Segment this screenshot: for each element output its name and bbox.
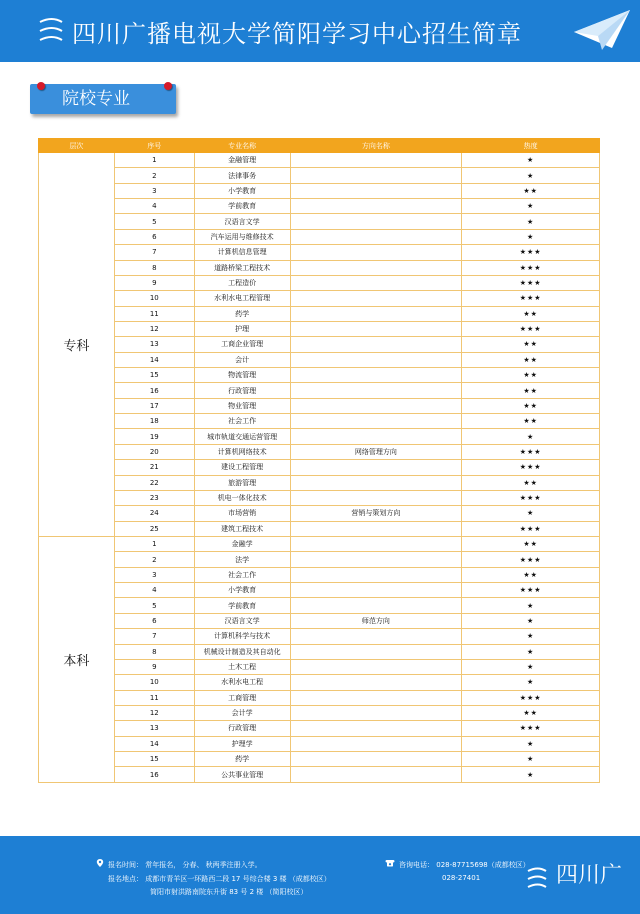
table-header-row [39, 139, 600, 153]
table-row [39, 521, 600, 536]
swirl-logo-icon [526, 866, 548, 892]
direction-cell [290, 337, 462, 352]
number-cell: 14 [114, 736, 194, 751]
page-header [0, 0, 640, 62]
direction-cell: 网络管理方向 [290, 444, 462, 459]
number-cell: 9 [114, 659, 194, 674]
major-name-cell: 机电一体化技术 [194, 490, 290, 505]
direction-cell [290, 153, 462, 168]
direction-cell [290, 752, 462, 767]
signup-place-line-2: 简阳市射洪路南院东升街 83 号 2 楼 （简阳校区） [150, 888, 308, 896]
number-cell: 10 [114, 291, 194, 306]
heat-rating-cell: ★★ [462, 705, 600, 720]
heat-rating-cell: ★ [462, 429, 600, 444]
major-name-cell: 护理学 [194, 736, 290, 751]
major-name-cell: 法律事务 [194, 168, 290, 183]
heat-rating-cell: ★★★ [462, 583, 600, 598]
direction-cell [290, 398, 462, 413]
table-row [39, 429, 600, 444]
page-footer [0, 836, 640, 914]
heat-rating-cell: ★★★ [462, 690, 600, 705]
paper-plane-icon [572, 6, 632, 54]
major-name-cell: 物流管理 [194, 368, 290, 383]
major-name-cell: 法学 [194, 552, 290, 567]
signup-place-label: 报名地点： [108, 875, 143, 883]
direction-cell [290, 552, 462, 567]
level-cell: 本科 [39, 536, 115, 782]
direction-cell [290, 168, 462, 183]
signup-time [108, 860, 262, 870]
number-cell: 13 [114, 337, 194, 352]
number-cell: 5 [114, 214, 194, 229]
heat-rating-cell: ★ [462, 229, 600, 244]
table-row [39, 321, 600, 336]
major-name-cell: 金融学 [194, 536, 290, 551]
table-row [39, 153, 600, 168]
signup-time-label: 报名时间： [108, 861, 143, 869]
direction-cell: 营销与策划方向 [290, 506, 462, 521]
table-row [39, 705, 600, 720]
column-header-number: 序号 [114, 139, 194, 153]
table-row [39, 675, 600, 690]
table-row [39, 567, 600, 582]
major-name-cell: 行政管理 [194, 383, 290, 398]
major-name-cell: 物业管理 [194, 398, 290, 413]
number-cell: 19 [114, 429, 194, 444]
major-name-cell: 城市轨道交通运营管理 [194, 429, 290, 444]
heat-rating-cell: ★★★ [462, 490, 600, 505]
direction-cell [290, 460, 462, 475]
number-cell: 17 [114, 398, 194, 413]
number-cell: 3 [114, 567, 194, 582]
table-row [39, 736, 600, 751]
heat-rating-cell: ★★ [462, 414, 600, 429]
major-name-cell: 水利水电工程 [194, 675, 290, 690]
major-name-cell: 行政管理 [194, 721, 290, 736]
major-name-cell: 公共事业管理 [194, 767, 290, 782]
direction-cell [290, 705, 462, 720]
column-header-direction: 方向名称 [290, 139, 462, 153]
table-row [39, 536, 600, 551]
table-row [39, 245, 600, 260]
location-pin-icon [96, 859, 104, 867]
consult-phone-label: 咨询电话： [399, 861, 434, 869]
section-title: 院校专业 [30, 84, 176, 114]
direction-cell [290, 644, 462, 659]
heat-rating-cell: ★★★ [462, 275, 600, 290]
heat-rating-cell: ★★ [462, 352, 600, 367]
direction-cell [290, 690, 462, 705]
number-cell: 24 [114, 506, 194, 521]
heat-rating-cell: ★ [462, 659, 600, 674]
direction-cell [290, 368, 462, 383]
signup-time-value: 常年报名， 分春、 秋两季注册入学。 [145, 861, 262, 869]
major-name-cell: 机械设计制造及其自动化 [194, 644, 290, 659]
major-name-cell: 社会工作 [194, 414, 290, 429]
major-name-cell: 汽车运用与维修技术 [194, 229, 290, 244]
table-row [39, 475, 600, 490]
number-cell: 15 [114, 368, 194, 383]
heat-rating-cell: ★★★ [462, 444, 600, 459]
major-name-cell: 计算机科学与技术 [194, 629, 290, 644]
number-cell: 21 [114, 460, 194, 475]
table-row [39, 444, 600, 459]
table-row [39, 659, 600, 674]
major-name-cell: 旅游管理 [194, 475, 290, 490]
number-cell: 6 [114, 613, 194, 628]
number-cell: 22 [114, 475, 194, 490]
column-header-level: 层次 [39, 139, 115, 153]
swirl-logo-icon [38, 16, 64, 46]
major-name-cell: 小学教育 [194, 583, 290, 598]
pushpin-icon [37, 82, 45, 90]
major-name-cell: 药学 [194, 306, 290, 321]
signup-place [108, 874, 331, 884]
major-name-cell: 土木工程 [194, 659, 290, 674]
number-cell: 6 [114, 229, 194, 244]
direction-cell [290, 490, 462, 505]
heat-rating-cell: ★★ [462, 383, 600, 398]
number-cell: 12 [114, 321, 194, 336]
heat-rating-cell: ★ [462, 752, 600, 767]
number-cell: 1 [114, 536, 194, 551]
number-cell: 20 [114, 444, 194, 459]
major-name-cell: 学前教育 [194, 199, 290, 214]
table-row [39, 767, 600, 782]
heat-rating-cell: ★ [462, 644, 600, 659]
major-name-cell: 计算机信息管理 [194, 245, 290, 260]
direction-cell [290, 521, 462, 536]
major-name-cell: 学前教育 [194, 598, 290, 613]
major-name-cell: 汉语言文学 [194, 214, 290, 229]
heat-rating-cell: ★★ [462, 475, 600, 490]
direction-cell [290, 229, 462, 244]
table-row [39, 398, 600, 413]
number-cell: 5 [114, 598, 194, 613]
direction-cell [290, 352, 462, 367]
direction-cell [290, 475, 462, 490]
direction-cell: 师范方向 [290, 613, 462, 628]
direction-cell [290, 629, 462, 644]
major-name-cell: 工商企业管理 [194, 337, 290, 352]
major-name-cell: 汉语言文学 [194, 613, 290, 628]
heat-rating-cell: ★ [462, 736, 600, 751]
number-cell: 14 [114, 352, 194, 367]
direction-cell [290, 675, 462, 690]
direction-cell [290, 567, 462, 582]
level-cell: 专科 [39, 153, 115, 537]
direction-cell [290, 659, 462, 674]
table-row [39, 629, 600, 644]
number-cell: 8 [114, 644, 194, 659]
major-name-cell: 会计学 [194, 705, 290, 720]
major-name-cell: 会计 [194, 352, 290, 367]
table-row [39, 337, 600, 352]
table-row [39, 183, 600, 198]
heat-rating-cell: ★★★ [462, 552, 600, 567]
table-row [39, 214, 600, 229]
heat-rating-cell: ★★★ [462, 460, 600, 475]
table-row [39, 460, 600, 475]
number-cell: 15 [114, 752, 194, 767]
table-row [39, 275, 600, 290]
major-name-cell: 药学 [194, 752, 290, 767]
consult-phone [399, 860, 530, 870]
direction-cell [290, 383, 462, 398]
table-row [39, 306, 600, 321]
direction-cell [290, 306, 462, 321]
direction-cell [290, 214, 462, 229]
direction-cell [290, 767, 462, 782]
consult-phone-1: 028-87715698（成都校区） [436, 861, 530, 869]
heat-rating-cell: ★★ [462, 337, 600, 352]
direction-cell [290, 260, 462, 275]
major-name-cell: 水利水电工程管理 [194, 291, 290, 306]
direction-cell [290, 536, 462, 551]
table-row [39, 383, 600, 398]
number-cell: 7 [114, 629, 194, 644]
table-row [39, 613, 600, 628]
major-name-cell: 市场营销 [194, 506, 290, 521]
major-name-cell: 建设工程管理 [194, 460, 290, 475]
table-row [39, 690, 600, 705]
column-header-heat: 热度 [462, 139, 600, 153]
direction-cell [290, 275, 462, 290]
heat-rating-cell: ★ [462, 675, 600, 690]
direction-cell [290, 429, 462, 444]
number-cell: 12 [114, 705, 194, 720]
heat-rating-cell: ★ [462, 153, 600, 168]
heat-rating-cell: ★★★ [462, 521, 600, 536]
table-row [39, 490, 600, 505]
number-cell: 8 [114, 260, 194, 275]
number-cell: 2 [114, 168, 194, 183]
major-name-cell: 建筑工程技术 [194, 521, 290, 536]
number-cell: 10 [114, 675, 194, 690]
direction-cell [290, 721, 462, 736]
major-name-cell: 小学教育 [194, 183, 290, 198]
table-row [39, 260, 600, 275]
table-row [39, 598, 600, 613]
direction-cell [290, 291, 462, 306]
major-name-cell: 工商管理 [194, 690, 290, 705]
direction-cell [290, 199, 462, 214]
table-row [39, 291, 600, 306]
heat-rating-cell: ★★ [462, 398, 600, 413]
number-cell: 4 [114, 583, 194, 598]
number-cell: 16 [114, 767, 194, 782]
table-row [39, 168, 600, 183]
heat-rating-cell: ★ [462, 214, 600, 229]
number-cell: 7 [114, 245, 194, 260]
number-cell: 4 [114, 199, 194, 214]
consult-phone-2: 028-27401 [442, 874, 481, 882]
heat-rating-cell: ★ [462, 629, 600, 644]
heat-rating-cell: ★★ [462, 183, 600, 198]
major-name-cell: 社会工作 [194, 567, 290, 582]
direction-cell [290, 245, 462, 260]
major-name-cell: 道路桥梁工程技术 [194, 260, 290, 275]
table-row [39, 752, 600, 767]
table-body [39, 153, 600, 783]
heat-rating-cell: ★★ [462, 567, 600, 582]
page-title: 四川广播电视大学简阳学习中心招生简章 [72, 20, 522, 48]
major-name-cell: 护理 [194, 321, 290, 336]
heat-rating-cell: ★ [462, 168, 600, 183]
pushpin-icon [164, 82, 172, 90]
signup-place-line-1: 成都市青羊区一环路西二段 17 号综合楼 3 楼 （成都校区） [145, 875, 331, 883]
heat-rating-cell: ★★★ [462, 260, 600, 275]
heat-rating-cell: ★ [462, 767, 600, 782]
column-header-major: 专业名称 [194, 139, 290, 153]
heat-rating-cell: ★ [462, 199, 600, 214]
heat-rating-cell: ★ [462, 613, 600, 628]
direction-cell [290, 321, 462, 336]
table-row [39, 721, 600, 736]
heat-rating-cell: ★★★ [462, 291, 600, 306]
heat-rating-cell: ★★ [462, 368, 600, 383]
direction-cell [290, 598, 462, 613]
heat-rating-cell: ★★ [462, 306, 600, 321]
number-cell: 1 [114, 153, 194, 168]
heat-rating-cell: ★★ [462, 536, 600, 551]
major-name-cell: 工程造价 [194, 275, 290, 290]
number-cell: 11 [114, 690, 194, 705]
table-row [39, 368, 600, 383]
direction-cell [290, 736, 462, 751]
table-row [39, 644, 600, 659]
major-name-cell: 计算机网络技术 [194, 444, 290, 459]
direction-cell [290, 583, 462, 598]
major-name-cell: 金融管理 [194, 153, 290, 168]
number-cell: 25 [114, 521, 194, 536]
table-row [39, 414, 600, 429]
heat-rating-cell: ★ [462, 598, 600, 613]
majors-table [38, 138, 600, 783]
table-row [39, 506, 600, 521]
number-cell: 23 [114, 490, 194, 505]
number-cell: 13 [114, 721, 194, 736]
direction-cell [290, 414, 462, 429]
table-row [39, 199, 600, 214]
number-cell: 16 [114, 383, 194, 398]
number-cell: 3 [114, 183, 194, 198]
number-cell: 18 [114, 414, 194, 429]
number-cell: 11 [114, 306, 194, 321]
heat-rating-cell: ★★★ [462, 245, 600, 260]
number-cell: 9 [114, 275, 194, 290]
table-row [39, 552, 600, 567]
direction-cell [290, 183, 462, 198]
number-cell: 2 [114, 552, 194, 567]
table-row [39, 229, 600, 244]
heat-rating-cell: ★ [462, 506, 600, 521]
table-row [39, 352, 600, 367]
footer-brand: 四川广 [556, 863, 623, 888]
heat-rating-cell: ★★★ [462, 321, 600, 336]
heat-rating-cell: ★★★ [462, 721, 600, 736]
phone-icon [385, 859, 395, 867]
table-row [39, 583, 600, 598]
